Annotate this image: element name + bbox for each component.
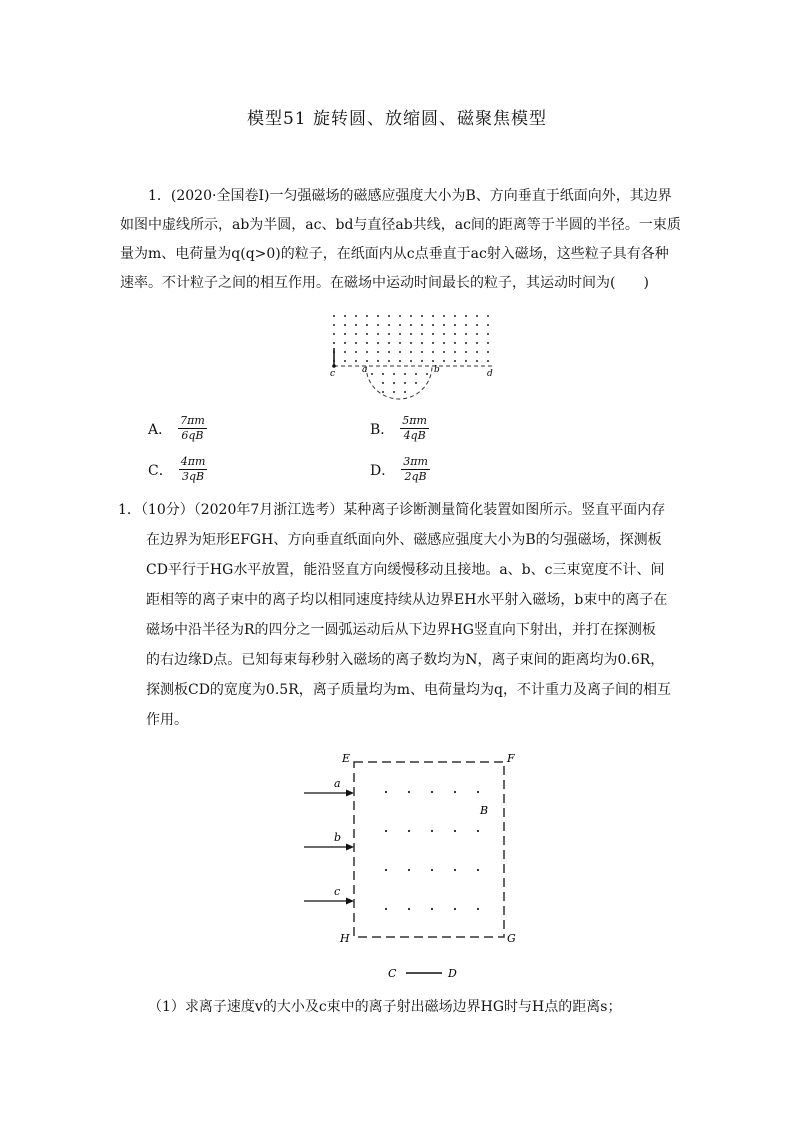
field-dot: [385, 791, 387, 793]
field-dot: [408, 830, 410, 832]
field-dot: [355, 324, 357, 326]
option-c[interactable]: [148, 455, 207, 484]
field-dot: [454, 830, 456, 832]
field-dot: [476, 351, 478, 353]
fraction-numerator: 5πm: [402, 414, 427, 427]
field-dot: [465, 333, 467, 335]
field-boundary: [354, 762, 504, 937]
field-dot: [393, 373, 395, 375]
option-fraction: [178, 414, 207, 443]
field-dot: [404, 382, 406, 384]
field-dot: [355, 333, 357, 335]
field-dot: [404, 391, 406, 393]
field-dot: [382, 373, 384, 375]
field-dot: [487, 342, 489, 344]
field-dot: [454, 351, 456, 353]
field-dot: [432, 351, 434, 353]
field-dot: [410, 342, 412, 344]
fraction-denominator: 4qB: [403, 429, 426, 442]
field-dot: [487, 333, 489, 335]
field-dot: [426, 373, 428, 375]
field-dot: [454, 324, 456, 326]
field-dot: [454, 791, 456, 793]
field-dot: [355, 360, 357, 362]
question-2-line: 1．（10分）（2020年7月浙江选考）某种离子诊断测量简化装置如图所示。竖直平面内存: [118, 502, 666, 518]
field-dot: [385, 908, 387, 910]
question-2-line: 磁场中沿半径为R的四分之一圆弧运动后从下边界HG竖直向下射出，并打在探测板: [146, 622, 656, 638]
field-dot: [399, 351, 401, 353]
question-2-line: 在边界为矩形EFGH、方向垂直纸面向外、磁感应强度大小为B的匀强磁场，探测板: [146, 532, 662, 548]
field-dot: [410, 360, 412, 362]
field-dot: [377, 315, 379, 317]
field-dot: [477, 908, 479, 910]
field-dot: [344, 315, 346, 317]
field-dot: [443, 342, 445, 344]
field-dot: [465, 324, 467, 326]
question-1-line: 速率。不计粒子之间的相互作用。在磁场中运动时间最长的粒子，其运动时间为( ): [120, 275, 649, 291]
field-dot: [415, 373, 417, 375]
sub-question-1: （1）求离子速度v的大小及c束中的离子射出磁场边界HG时与H点的距离s；: [148, 999, 622, 1015]
field-dot: [454, 333, 456, 335]
field-dot: [377, 360, 379, 362]
field-dot: [399, 342, 401, 344]
field-dot: [366, 315, 368, 317]
page-title: 模型51 旋转圆、放缩圆、磁聚焦模型: [246, 109, 548, 129]
field-dot: [333, 315, 335, 317]
field-dot: [476, 315, 478, 317]
field-dot: [366, 351, 368, 353]
field-dot: [432, 324, 434, 326]
label-g: G: [507, 932, 516, 945]
field-dot: [410, 333, 412, 335]
field-dot: [421, 351, 423, 353]
field-dot: [344, 351, 346, 353]
field-dot: [465, 315, 467, 317]
fraction-numerator: 7πm: [180, 414, 205, 427]
field-dot: [476, 342, 478, 344]
field-dot: [431, 869, 433, 871]
field-dot: [431, 830, 433, 832]
field-dot: [344, 333, 346, 335]
field-dot: [432, 360, 434, 362]
field-dot: [366, 324, 368, 326]
field-dot: [388, 351, 390, 353]
question-1-line: 如图中虚线所示，ab为半圆，ac、bd与直径ab共线，ac间的距离等于半圆的半径。一束质: [120, 217, 681, 233]
field-dot: [410, 351, 412, 353]
label-beam-c: c: [334, 885, 341, 898]
question-1-text: [120, 182, 680, 298]
field-dot: [443, 360, 445, 362]
field-dot: [477, 791, 479, 793]
field-dot: [443, 351, 445, 353]
field-dot: [333, 333, 335, 335]
field-dot: [399, 324, 401, 326]
label-d: d: [487, 369, 493, 379]
field-dot: [432, 342, 434, 344]
field-dot: [388, 333, 390, 335]
label-plate-d: D: [448, 967, 457, 980]
field-dot: [333, 324, 335, 326]
field-dot: [371, 373, 373, 375]
field-dot: [454, 342, 456, 344]
question-1-line: 量为m、电荷量为q(q>0)的粒子，在纸面内从c点垂直于ac射入磁场，这些粒子具有各种: [120, 246, 669, 262]
point-c: [332, 364, 336, 368]
field-dot: [366, 360, 368, 362]
question-2-line: 探测板CD的宽度为0.5R，离子质量均为m、电荷量均为q，不计重力及离子间的相互: [146, 682, 671, 698]
field-dot: [476, 324, 478, 326]
field-dot: [487, 315, 489, 317]
field-dot: [432, 333, 434, 335]
field-dot: [443, 324, 445, 326]
field-dot: [487, 360, 489, 362]
beam-b-arrowhead: [346, 844, 354, 851]
option-letter: D．: [370, 462, 396, 479]
field-dot: [366, 342, 368, 344]
field-dot: [465, 351, 467, 353]
option-d[interactable]: [370, 455, 430, 484]
beam-c-arrowhead: [346, 898, 354, 905]
question-1-line: 1．(2020·全国卷Ⅰ)一匀强磁场的磁感应强度大小为B、方向垂直于纸面向外，其边界: [148, 188, 672, 204]
option-fraction: [400, 414, 429, 443]
field-dot: [477, 830, 479, 832]
label-e: E: [342, 752, 351, 765]
label-a: a: [362, 365, 368, 375]
field-dot: [344, 324, 346, 326]
field-dot: [377, 324, 379, 326]
field-dot: [408, 791, 410, 793]
question-2-figure: [298, 748, 528, 983]
field-dot: [465, 360, 467, 362]
option-fraction: [179, 455, 208, 484]
question-2-line: 距相等的离子束中的离子均以相同速度持续从边界EH水平射入磁场，b束中的离子在: [146, 592, 668, 608]
field-dot: [366, 333, 368, 335]
option-fraction: [401, 455, 430, 484]
fraction-denominator: 6qB: [181, 429, 204, 442]
field-dot: [408, 869, 410, 871]
field-dot: [487, 351, 489, 353]
field-dot: [421, 333, 423, 335]
field-dots: [385, 791, 479, 910]
field-dot: [355, 351, 357, 353]
field-dot: [421, 324, 423, 326]
field-dot: [421, 360, 423, 362]
field-dot: [333, 342, 335, 344]
fraction-denominator: 3qB: [181, 470, 205, 483]
fraction-denominator: 2qB: [404, 470, 427, 483]
label-beam-b: b: [334, 831, 342, 844]
label-field-b: B: [480, 804, 489, 817]
field-dot: [399, 360, 401, 362]
field-dot: [355, 342, 357, 344]
field-dot: [388, 342, 390, 344]
field-dot: [385, 830, 387, 832]
field-dot: [408, 908, 410, 910]
field-dot: [431, 791, 433, 793]
field-dot: [382, 382, 384, 384]
label-b: b: [434, 365, 440, 375]
field-dot: [454, 908, 456, 910]
field-dot: [443, 333, 445, 335]
label-f: F: [507, 752, 515, 765]
field-dot: [415, 382, 417, 384]
field-dot: [377, 342, 379, 344]
option-letter: C．: [148, 462, 173, 479]
option-a[interactable]: [148, 414, 207, 443]
semicircle-boundary: [366, 366, 432, 399]
fraction-numerator: 4πm: [180, 455, 206, 468]
field-dot: [421, 315, 423, 317]
label-h: H: [340, 932, 350, 945]
field-dot: [410, 315, 412, 317]
field-dot: [432, 315, 434, 317]
question-2-line: 作用。: [146, 712, 188, 728]
field-dot: [487, 324, 489, 326]
question-1-figure: [320, 308, 510, 408]
field-dot: [421, 342, 423, 344]
field-dot: [477, 869, 479, 871]
field-dot: [377, 351, 379, 353]
field-dot: [388, 324, 390, 326]
field-dot: [355, 315, 357, 317]
fraction-numerator: 3πm: [403, 455, 428, 468]
beam-a-arrowhead: [346, 790, 354, 797]
field-dot: [385, 869, 387, 871]
field-dot: [393, 391, 395, 393]
option-letter: B．: [370, 421, 395, 438]
field-dot: [454, 869, 456, 871]
field-dot: [382, 391, 384, 393]
field-dot: [344, 360, 346, 362]
option-letter: A．: [148, 421, 173, 438]
field-dot: [377, 333, 379, 335]
field-dot: [431, 908, 433, 910]
field-dot: [443, 315, 445, 317]
field-dot: [454, 360, 456, 362]
field-dot: [388, 360, 390, 362]
field-dot: [388, 315, 390, 317]
label-beam-a: a: [334, 777, 341, 790]
field-dot: [393, 382, 395, 384]
field-dot: [399, 333, 401, 335]
field-dot: [399, 315, 401, 317]
label-c: c: [330, 369, 336, 379]
question-2-line: CD平行于HG水平放置，能沿竖直方向缓慢移动且接地。a、b、c三束宽度不计、间: [146, 562, 665, 578]
field-dot: [454, 315, 456, 317]
field-dot: [476, 333, 478, 335]
field-dot: [404, 373, 406, 375]
question-2-line: 的右边缘D点。已知每束每秒射入磁场的离子数均为N，离子束间的距离均为0.6R，: [146, 652, 665, 668]
field-dot: [410, 324, 412, 326]
field-dots: [333, 315, 489, 393]
label-plate-c: C: [388, 967, 397, 980]
field-dot: [476, 360, 478, 362]
field-dot: [465, 342, 467, 344]
field-dot: [344, 342, 346, 344]
question-2-text: [118, 495, 678, 735]
option-b[interactable]: [370, 414, 429, 443]
